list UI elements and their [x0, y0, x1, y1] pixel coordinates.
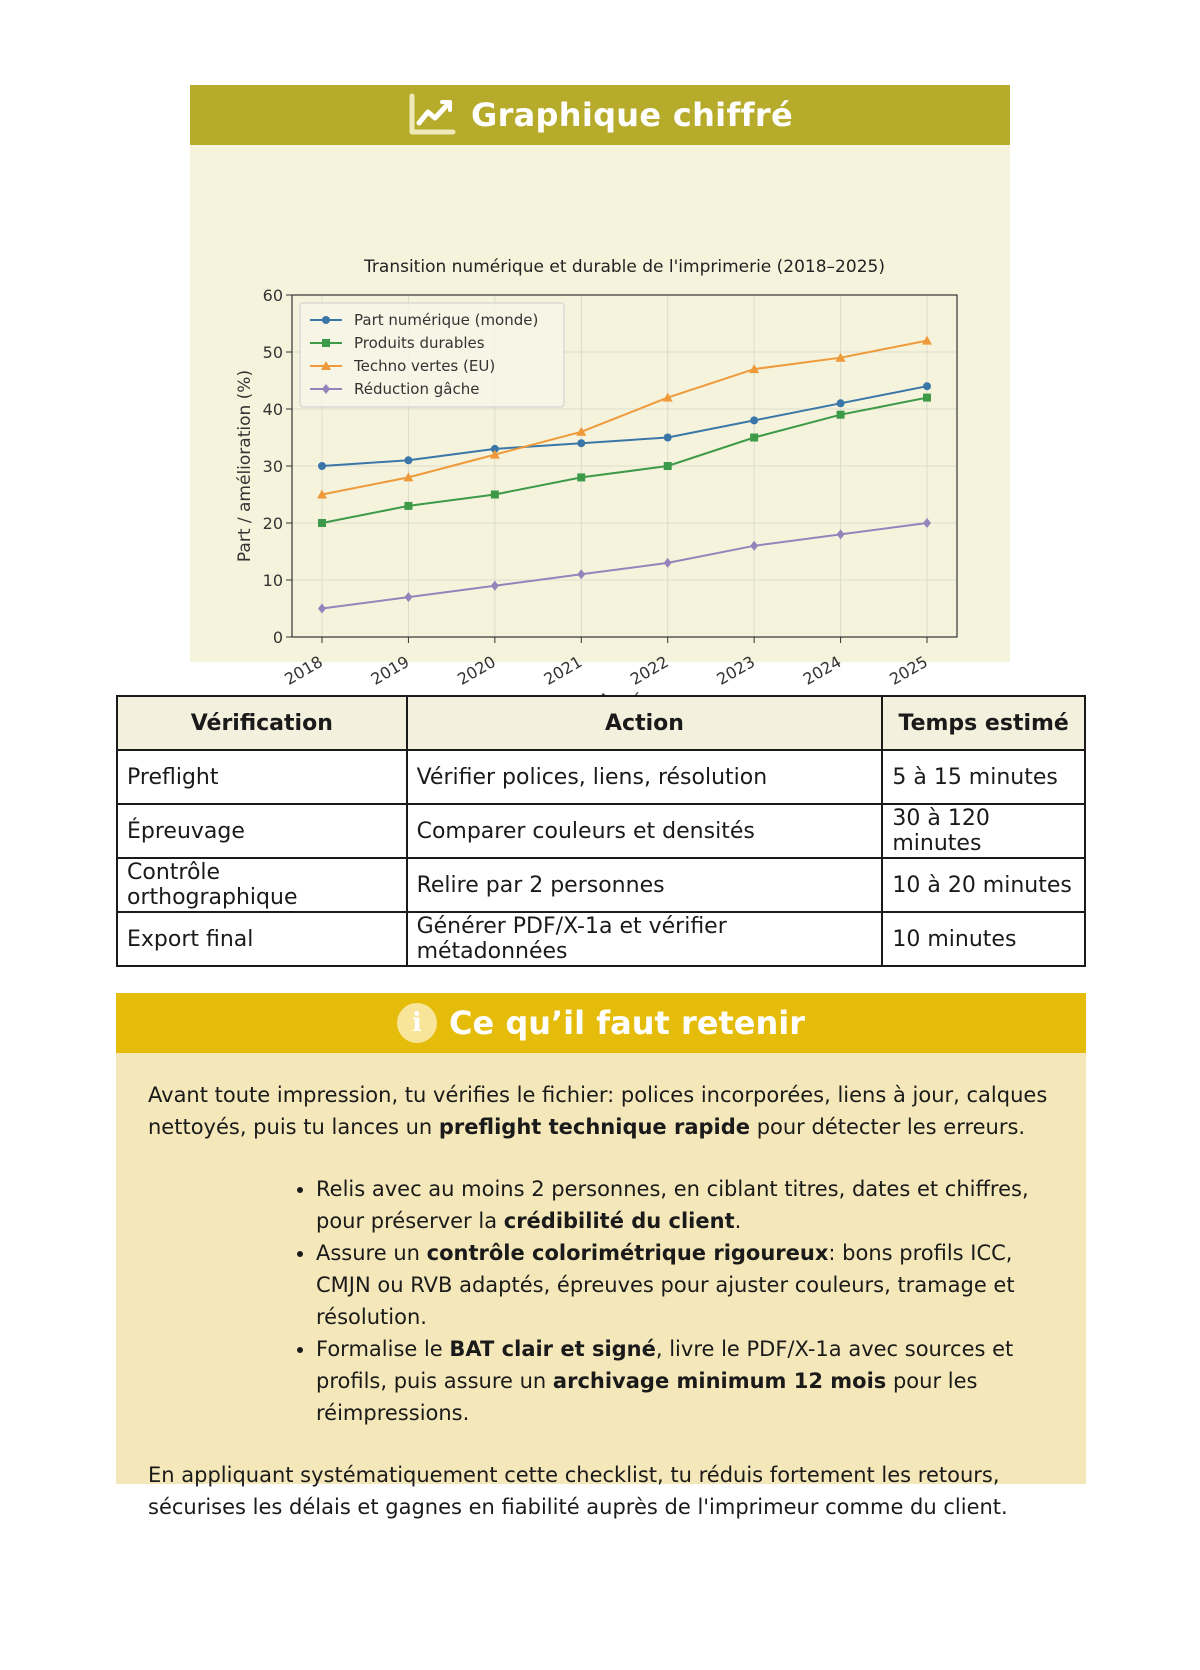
summary-conclusion: En appliquant systématiquement cette checklist, tu réduis fortement les retours, sécurises les délais et gagnes en fiabilité auprès de l'imprimeur comme du client.: [148, 1463, 1008, 1519]
y-tick-label: 20: [262, 514, 283, 533]
summary-bullets: [148, 1173, 1054, 1429]
chart-card: [190, 85, 1010, 689]
chart-title: Transition numérique et durable de l'imprimerie (2018–2025): [364, 257, 885, 277]
y-axis-label: Part / amélioration (%): [235, 369, 255, 563]
data-point: [577, 439, 585, 447]
data-point: [318, 519, 326, 527]
list-item: [316, 1237, 1054, 1333]
checklist-table: [116, 695, 1086, 967]
legend-label: Réduction gâche: [354, 380, 480, 398]
table-row: [117, 858, 1085, 912]
summary-header: [116, 993, 1086, 1053]
x-tick-label: 2018: [281, 652, 326, 689]
data-point: [318, 462, 326, 470]
summary-box: [116, 993, 1086, 1519]
summary-intro: [148, 1079, 1054, 1143]
data-point: [837, 411, 845, 419]
bullet-bold: archivage minimum 12 mois: [552, 1369, 887, 1393]
bullet-bold: crédibilité du client: [503, 1209, 735, 1233]
table-header-row: [117, 696, 1085, 750]
table-cell: Générer PDF/X-1a et vérifier métadonnées: [407, 912, 883, 966]
data-point: [404, 456, 412, 464]
bullet-text: .: [734, 1209, 742, 1233]
table-cell: Épreuvage: [117, 804, 407, 858]
data-point: [577, 473, 585, 481]
summary-body: [116, 1053, 1086, 1523]
column-header-action: Action: [407, 696, 883, 750]
x-tick-label: 2023: [713, 652, 759, 689]
bullet-text: pour les réimpressions.: [316, 1369, 978, 1425]
intro-bold: preflight technique rapide: [438, 1115, 751, 1139]
data-point: [750, 416, 758, 424]
intro-text: Avant toute impression, tu vérifies le fichier: polices incorporées, liens à jour, calques nettoyés, puis tu lances un: [148, 1083, 1048, 1139]
table-cell: Vérifier polices, liens, résolution: [407, 750, 883, 804]
table-cell: 30 à 120 minutes: [882, 804, 1085, 858]
legend-swatch-marker: [322, 316, 330, 324]
chart-header-title: Graphique chiffré: [471, 96, 793, 134]
info-icon: i: [397, 1003, 437, 1043]
x-tick-label: 2025: [886, 652, 931, 689]
data-point: [750, 434, 758, 442]
legend-label: Part numérique (monde): [354, 311, 539, 329]
chart-header: [190, 85, 1010, 145]
intro-text-end: pour détecter les erreurs.: [750, 1115, 1026, 1139]
x-tick-label: 2020: [454, 652, 499, 689]
x-tick-label: 2024: [799, 652, 845, 689]
x-tick-label: 2019: [367, 652, 413, 689]
table-row: [117, 804, 1085, 858]
data-point: [664, 462, 672, 470]
y-tick-label: 30: [262, 457, 283, 476]
data-point: [664, 434, 672, 442]
y-tick-label: 10: [262, 571, 283, 590]
table-cell: Comparer couleurs et densités: [407, 804, 883, 858]
bullet-text: Formalise le: [316, 1337, 450, 1361]
y-tick-label: 0: [272, 628, 283, 647]
legend-label: Produits durables: [354, 334, 485, 352]
legend-swatch-marker: [322, 339, 330, 347]
bullet-text: , livre le PDF/X-1a avec sources et profils, puis assure un: [316, 1337, 1014, 1393]
y-tick-label: 50: [262, 343, 283, 362]
data-point: [404, 502, 412, 510]
chart-line-icon: [407, 92, 457, 138]
bullet-text: Relis avec au moins 2 personnes, en ciblant titres, dates et chiffres, pour préserver la: [316, 1177, 1029, 1233]
summary-title: Ce qu’il faut retenir: [449, 1004, 805, 1042]
data-point: [923, 382, 931, 390]
column-header-verification: Vérification: [117, 696, 407, 750]
y-tick-label: 40: [262, 400, 283, 419]
x-tick-label: 2021: [540, 652, 586, 689]
data-point: [837, 399, 845, 407]
table-row: [117, 912, 1085, 966]
table-cell: Relire par 2 personnes: [407, 858, 883, 912]
data-point: [491, 491, 499, 499]
bullet-text: Assure un: [316, 1241, 427, 1265]
line-chart: [190, 145, 1010, 689]
table-cell: Contrôle orthographique: [117, 858, 407, 912]
legend-label: Techno vertes (EU): [354, 357, 496, 375]
data-point: [923, 394, 931, 402]
table-cell: Export final: [117, 912, 407, 966]
table-cell: 10 à 20 minutes: [882, 858, 1085, 912]
x-tick-label: 2022: [626, 652, 672, 689]
table-row: [117, 750, 1085, 804]
table-cell: Preflight: [117, 750, 407, 804]
bullet-bold: BAT clair et signé: [449, 1337, 656, 1361]
table-cell: 5 à 15 minutes: [882, 750, 1085, 804]
column-header-temps: Temps estimé: [882, 696, 1085, 750]
bullet-text: : bons profils ICC, CMJN ou RVB adaptés, épreuves pour ajuster couleurs, tramage et résolution.: [316, 1241, 1015, 1329]
list-item: [316, 1333, 1054, 1429]
y-tick-label: 60: [262, 286, 283, 305]
table-cell: 10 minutes: [882, 912, 1085, 966]
list-item: [316, 1173, 1054, 1237]
bullet-bold: contrôle colorimétrique rigoureux: [426, 1241, 829, 1265]
